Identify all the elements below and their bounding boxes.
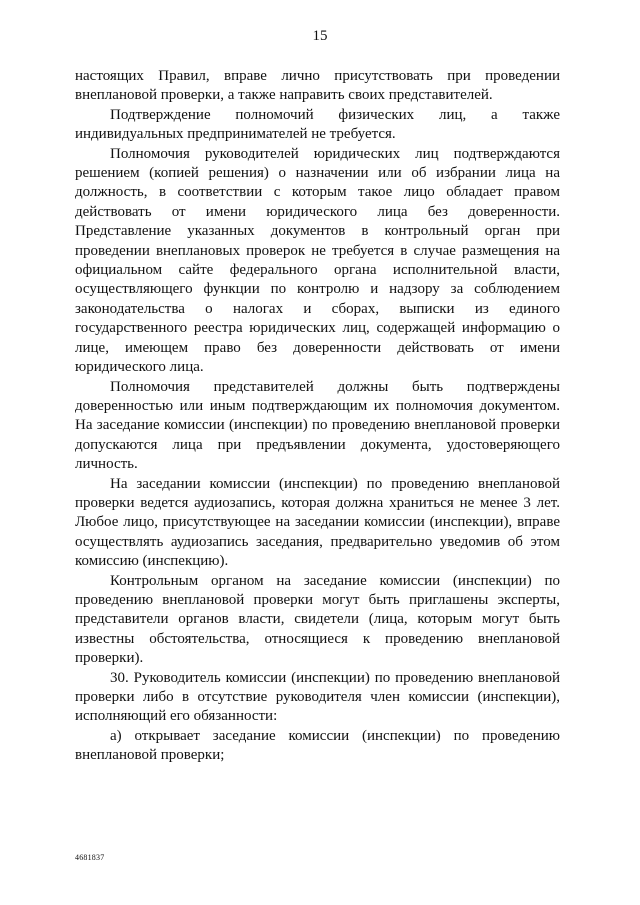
paragraph-7: 30. Руководитель комиссии (инспекции) по проведению внеплановой проверки либо в отсутствие руководителя член комиссии (инспекции), исполняющий его обязанности:: [75, 669, 560, 725]
paragraph-8: а) открывает заседание комиссии (инспекции) по проведению внеплановой проверки;: [75, 727, 560, 764]
paragraph-2: Подтверждение полномочий физических лиц, а также индивидуальных предпринимателей не требуется.: [75, 106, 560, 143]
document-code: 4681837: [75, 853, 105, 862]
paragraph-4: Полномочия представителей должны быть подтверждены доверенностью или иным подтверждающим их полномочия документом. На заседание комиссии (инспекции) по проведению внеплановой проверки допускаются лица при предъявлении документа, удостоверяющего личность.: [75, 378, 560, 473]
paragraph-5: На заседании комиссии (инспекции) по проведению внеплановой проверки ведется аудиозапись, которая должна храниться не менее 3 лет. Любое лицо, присутствующее на заседании комиссии (инспекции), вправе осуществлять аудиозапись заседания, предварительно уведомив об этом комиссию (инспекцию).: [75, 475, 560, 570]
paragraph-6: Контрольным органом на заседание комиссии (инспекции) по проведению внеплановой проверки могут быть приглашены эксперты, представители органов власти, свидетели (лица, которым могут быть известны обстоятельства, относящиеся к проведению внеплановой проверки).: [75, 572, 560, 667]
document-body: [75, 67, 560, 766]
page-number: 15: [312, 28, 328, 44]
paragraph-1: настоящих Правил, вправе лично присутствовать при проведении внеплановой проверки, а также направить своих представителей.: [75, 68, 560, 104]
paragraph-3: Полномочия руководителей юридических лиц подтверждаются решением (копией решения) о назначении или об избрании лица на должность, в соответствии с которым такое лицо обладает правом действовать от имени юридического лица без доверенности. Представление указанных документов в контрольный орган при проведении внеплановых проверок не требуется в случае размещения на официальном сайте федерального органа исполнительной власти, осуществляющего функции по контролю и надзору за соблюдением законодательства о налогах и сборах, выписки из единого государственного реестра юридических лиц, содержащей информацию о лице, имеющем право без доверенности действовать от имени юридического лица.: [75, 145, 560, 376]
